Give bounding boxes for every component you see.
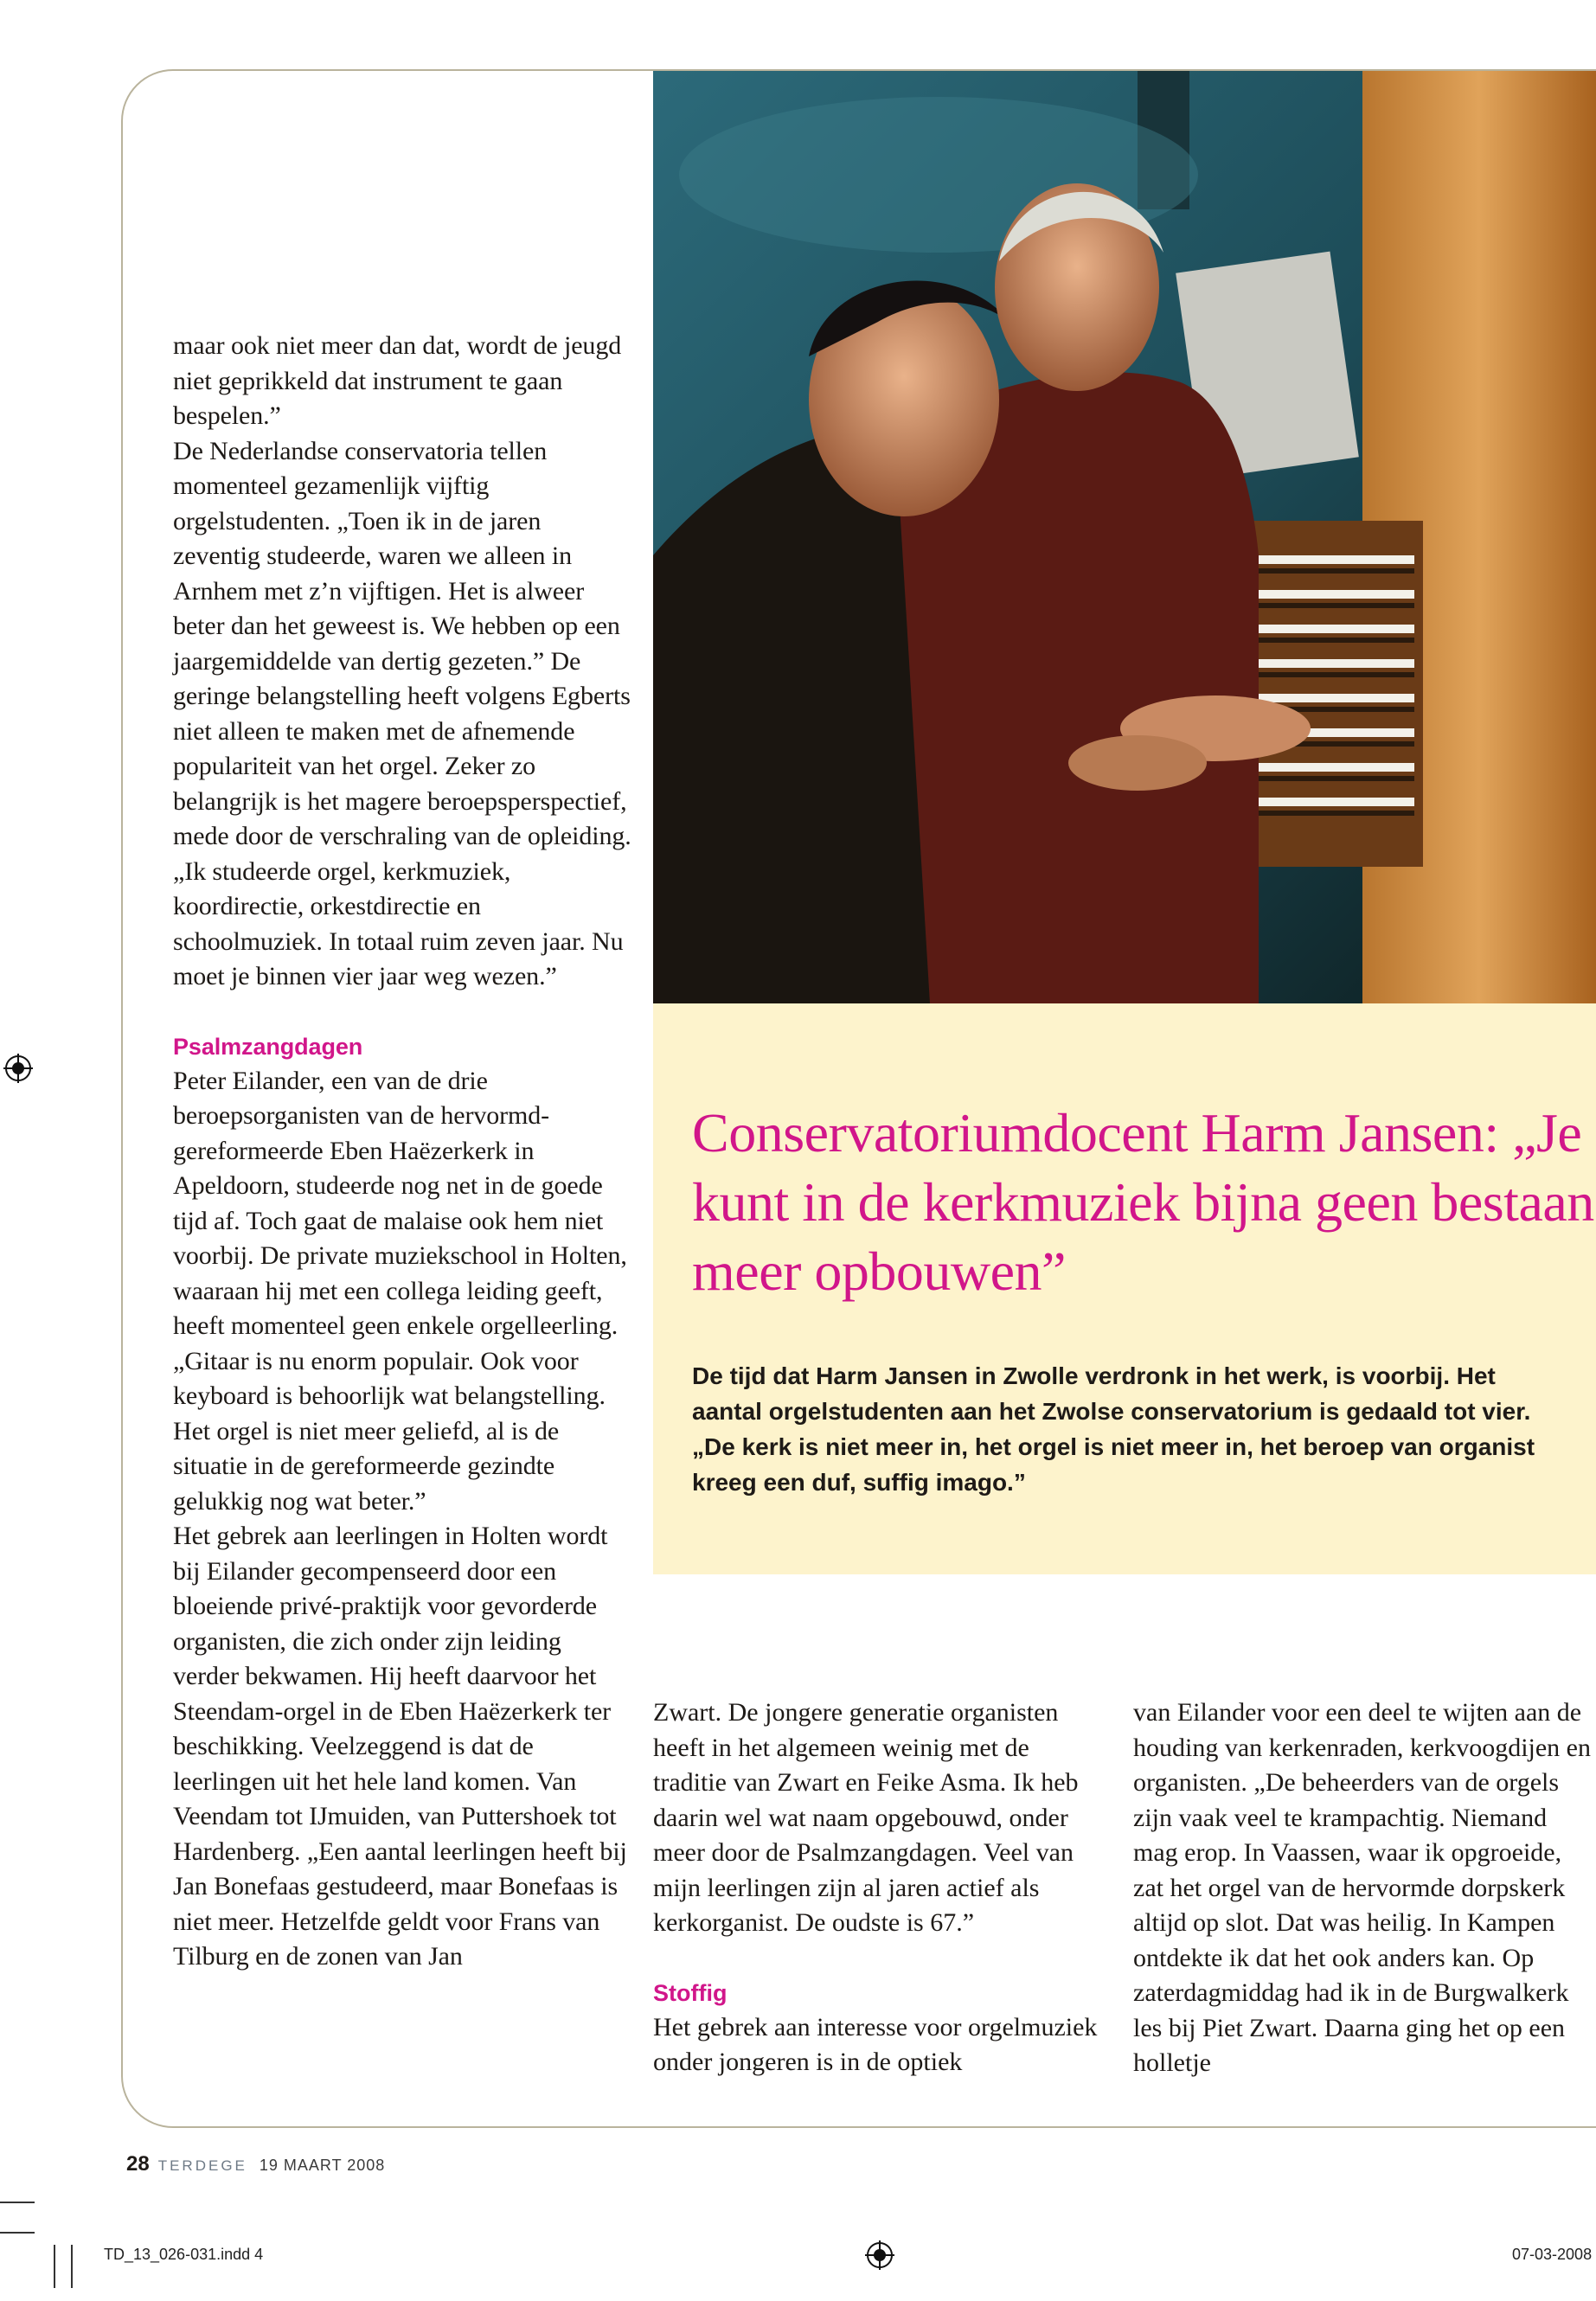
slug-date: 07-03-2008 [1512, 2246, 1593, 2263]
crop-mark [0, 2232, 35, 2234]
crop-mark [71, 2245, 73, 2288]
registration-mark-icon [865, 2240, 894, 2270]
registration-mark-icon [3, 1054, 33, 1083]
paragraph: De Nederlandse conservatoria tellen momenteel gezamenlijk vijftig orgelstudenten. „Toen ik in de jaren zeventig studeerde, waren we alleen in Arnhem met z’n vijftigen. Het is alweer beter dan het geweest is. We hebben op een jaargemiddelde van dertig gezeten.” De geringe belangstelling heeft volgens Egberts niet alleen te maken met de afnemende populariteit van het orgel. Zeker zo belangrijk is het magere beroepsperspectief, mede door de verschraling van de opleiding. „Ik studeerde orgel, kerkmuziek, koordirectie, orkestdirectie en schoolmuziek. In totaal ruim zeven jaar. Nu moet je binnen vier jaar weg wezen.” [173, 436, 631, 990]
lead-paragraph: De tijd dat Harm Jansen in Zwolle verdronk in het werk, is voorbij. Het aantal orgelstudenten aan het Zwolse conservatorium is gedaald tot vier. „De kerk is niet meer in, het orgel is niet meer in, het beroep van organist kreeg een duf, suffig imago.” [692, 1362, 1535, 1496]
organ-photo-illustration [653, 71, 1596, 1003]
crop-mark [0, 2202, 35, 2203]
paragraph: Het gebrek aan interesse voor orgelmuziek onder jongeren is in de optiek [653, 2012, 1098, 2076]
paragraph: maar ook niet meer dan dat, wordt de jeugd niet geprikkeld dat instrument te gaan bespelen.” [173, 331, 622, 430]
article-column-3 [1133, 1695, 1596, 2081]
subheading-stoffig: Stoffig [653, 1979, 727, 2006]
folio [126, 2152, 385, 2176]
crop-mark [54, 2245, 55, 2288]
paragraph: Het gebrek aan leerlingen in Holten wordt bij Eilander gecompenseerd door een bloeiende privé-praktijk voor gevorderde organisten, die zich onder zijn leiding verder bekwamen. Hij heeft daarvoor het Steendam-orgel in de Eben Haëzerkerk ter beschikking. Veelzeggend is dat de leerlingen uit het hele land komen. Van Veendam tot IJmuiden, van Puttershoek tot Hardenberg. „Een aantal leerlingen heeft bij Jan Bonefaas gestudeerd, maar Bonefaas is niet meer. Hetzelfde geldt voor Frans van Tilburg en de zonen van Jan [173, 1522, 627, 1971]
magazine-name: TERDEGE [157, 2157, 247, 2174]
paragraph: Zwart. De jongere generatie organisten heeft in het algemeen weinig met de traditie van Zwart en Feike Asma. Ik heb daarin wel wat naam opgebouwd, onder meer door de Psalmzangdagen. Veel van mijn leerlingen zijn al jaren actief als kerkorganist. De oudste is 67.” [653, 1698, 1079, 1937]
subheading-psalmzangdagen: Psalmzangdagen [173, 1033, 363, 1060]
headline: Conservatoriumdocent Harm Jansen: „Je kunt in de kerkmuziek bijna geen bestaan meer opbouwen” [692, 1102, 1594, 1302]
article-column-2 [653, 1695, 1107, 2080]
article-column-1 [173, 329, 631, 1975]
issue-date: 19 MAART 2008 [259, 2157, 386, 2174]
paragraph: van Eilander voor een deel te wijten aan de houding van kerkenraden, kerkvoogdijen en organisten. „De beheerders van de orgels zijn vaak veel te krampachtig. Niemand mag erop. In Vaassen, waar ik opgroeide, zat het orgel van de hervormde dorpskerk altijd op slot. Dat was heilig. In Kampen ontdekte ik dat het ook anders kan. Op zaterdagmiddag had ik in de Burgwalkerk les bij Piet Zwart. Daarna ging het op een holletje [1133, 1698, 1591, 2077]
paragraph: Peter Eilander, een van de drie beroepsorganisten van de hervormd-gereformeerde Eben Haëzerkerk in Apeldoorn, studeerde nog net in de goede tijd af. Toch gaat de malaise ook hem niet voorbij. De private muziekschool in Holten, waaraan hij met een collega leiding geeft, heeft momenteel geen enkele orgelleerling. „Gitaar is nu enorm populair. Ook voor keyboard is behoorlijk wat belangstelling. Het orgel is niet meer geliefd, al is de situatie in de gereformeerde gezindte gelukkig nog wat beter.” [173, 1066, 627, 1516]
organ-photo [653, 71, 1596, 1003]
slug-filename: TD_13_026-031.indd 4 [104, 2246, 264, 2263]
page-number: 28 [126, 2152, 150, 2176]
